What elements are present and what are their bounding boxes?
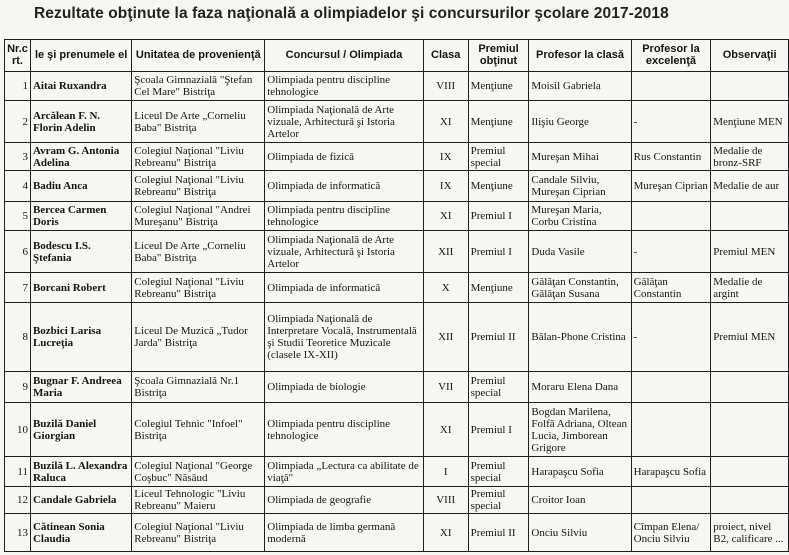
document-title: Rezultate obţinute la faza naţională a olimpiadelor şi concursurilor şcolare 2017-2018 xyxy=(34,5,669,22)
teacher: Moisil Gabriela xyxy=(529,72,631,101)
school: Colegiul Tehnic "Infoel" Bistriţa xyxy=(132,403,265,457)
table-row xyxy=(5,457,789,487)
row-nr: 1 xyxy=(5,72,31,101)
class: VIII xyxy=(423,487,468,514)
notes: Premiul MEN xyxy=(711,231,789,273)
prize: Menţiune xyxy=(468,273,529,303)
notes xyxy=(711,72,789,101)
prize: Premiul II xyxy=(468,303,529,372)
class: X xyxy=(423,273,468,303)
teacher: Gălăţan Constantin, Gălăţan Susana xyxy=(529,273,631,303)
excellence-teacher xyxy=(631,372,711,403)
excellence-teacher: Mureşan Ciprian xyxy=(631,171,711,202)
teacher: Croitor Ioan xyxy=(529,487,631,514)
student-name: Cătinean Sonia Claudia xyxy=(30,514,131,552)
class: XII xyxy=(423,231,468,273)
student-name: Aitai Ruxandra xyxy=(30,72,131,101)
contest: Olimpiada de biologie xyxy=(265,372,424,403)
school: Şcoala Gimnazială "Ştefan Cel Mare" Bistriţa xyxy=(132,72,265,101)
row-nr: 9 xyxy=(5,372,31,403)
row-nr: 6 xyxy=(5,231,31,273)
contest: Olimpiada de limba germană modernă xyxy=(265,514,424,552)
col-header-name: le şi prenumele el xyxy=(30,40,131,72)
school: Colegiul Naţional "Liviu Rebreanu" Bistriţa xyxy=(132,514,265,552)
row-nr: 5 xyxy=(5,202,31,231)
teacher: Mureşan Maria, Corbu Cristina xyxy=(529,202,631,231)
teacher: Ilişiu George xyxy=(529,101,631,143)
excellence-teacher xyxy=(631,72,711,101)
student-name: Bugnar F. Andreea Maria xyxy=(30,372,131,403)
notes xyxy=(711,202,789,231)
prize: Premiul II xyxy=(468,514,529,552)
teacher: Mureşan Mihai xyxy=(529,143,631,171)
class: I xyxy=(423,457,468,487)
prize: Premiul special xyxy=(468,372,529,403)
student-name: Candale Gabriela xyxy=(30,487,131,514)
contest: Olimpiada de informatică xyxy=(265,273,424,303)
teacher: Onciu Silviu xyxy=(529,514,631,552)
row-nr: 11 xyxy=(5,457,31,487)
notes: Medalie de aur xyxy=(711,171,789,202)
school: Colegiul Naţional "Liviu Rebreanu" Bistriţa xyxy=(132,273,265,303)
contest: Olimpiada pentru discipline tehnologice xyxy=(265,202,424,231)
table-row xyxy=(5,487,789,514)
col-header-prize: Premiul obţinut xyxy=(468,40,529,72)
school: Colegiul Naţional "Liviu Rebreanu" Bistriţa xyxy=(132,171,265,202)
notes: proiect, nivel B2, calificare ... xyxy=(711,514,789,552)
prize: Premiul special xyxy=(468,457,529,487)
notes: Medalie de argint xyxy=(711,273,789,303)
row-nr: 13 xyxy=(5,514,31,552)
prize: Menţiune xyxy=(468,171,529,202)
school: Liceul De Arte „Corneliu Baba" Bistriţa xyxy=(132,101,265,143)
school: Colegiul Naţional "Andrei Mureşanu" Bistriţa xyxy=(132,202,265,231)
table-row xyxy=(5,403,789,457)
class: VIII xyxy=(423,72,468,101)
table-row xyxy=(5,202,789,231)
excellence-teacher: Gălăţan Constantin xyxy=(631,273,711,303)
student-name: Avram G. Antonia Adelina xyxy=(30,143,131,171)
school: Liceul De Muzică „Tudor Jarda" Bistriţa xyxy=(132,303,265,372)
col-header-school: Unitatea de provenienţă xyxy=(132,40,265,72)
prize: Menţiune xyxy=(468,72,529,101)
student-name: Borcani Robert xyxy=(30,273,131,303)
contest: Olimpiada de geografie xyxy=(265,487,424,514)
excellence-teacher: - xyxy=(631,231,711,273)
class: XII xyxy=(423,303,468,372)
contest: Olimpiada de fizică xyxy=(265,143,424,171)
contest: Olimpiada pentru discipline tehnologice xyxy=(265,403,424,457)
excellence-teacher xyxy=(631,403,711,457)
teacher: Moraru Elena Dana xyxy=(529,372,631,403)
row-nr: 12 xyxy=(5,487,31,514)
row-nr: 3 xyxy=(5,143,31,171)
student-name: Badiu Anca xyxy=(30,171,131,202)
excellence-teacher: - xyxy=(631,101,711,143)
school: Şcoala Gimnazială Nr.1 Bistriţa xyxy=(132,372,265,403)
teacher: Candale Silviu, Mureşan Ciprian xyxy=(529,171,631,202)
class: XI xyxy=(423,202,468,231)
class: XI xyxy=(423,514,468,552)
excellence-teacher: Cîmpan Elena/ Onciu Silviu xyxy=(631,514,711,552)
row-nr: 2 xyxy=(5,101,31,143)
col-header-teacher: Profesor la clasă xyxy=(529,40,631,72)
prize: Premiul I xyxy=(468,202,529,231)
prize: Menţiune xyxy=(468,101,529,143)
table-row xyxy=(5,101,789,143)
table-row xyxy=(5,303,789,372)
contest: Olimpiada Naţională de Arte vizuale, Arhitectură şi Istoria Artelor xyxy=(265,101,424,143)
prize: Premiul I xyxy=(468,231,529,273)
notes xyxy=(711,372,789,403)
school: Colegiul Naţional "George Coşbuc" Năsăud xyxy=(132,457,265,487)
table-row xyxy=(5,372,789,403)
excellence-teacher: Rus Constantin xyxy=(631,143,711,171)
class: XI xyxy=(423,101,468,143)
contest: Olimpiada de informatică xyxy=(265,171,424,202)
row-nr: 10 xyxy=(5,403,31,457)
col-header-excellence: Profesor la excelenţă xyxy=(631,40,711,72)
prize: Premiul I xyxy=(468,403,529,457)
col-header-nr: Nr.c rt. xyxy=(5,40,31,72)
class: VII xyxy=(423,372,468,403)
teacher: Harapaşcu Sofia xyxy=(529,457,631,487)
table-row xyxy=(5,72,789,101)
contest: Olimpiada Naţională de Arte vizuale, Arhitectură şi Istoria Artelor xyxy=(265,231,424,273)
school: Liceul Tehnologic "Liviu Rebreanu" Maieru xyxy=(132,487,265,514)
table-row xyxy=(5,273,789,303)
col-header-contest: Concursul / Olimpiada xyxy=(265,40,424,72)
teacher: Bogdan Marilena, Folfă Adriana, Oltean Lucia, Jimborean Grigore xyxy=(529,403,631,457)
teacher: Bălan-Phone Cristina xyxy=(529,303,631,372)
table-row xyxy=(5,231,789,273)
school: Liceul De Arte „Corneliu Baba" Bistriţa xyxy=(132,231,265,273)
notes xyxy=(711,487,789,514)
prize: Premiul special xyxy=(468,143,529,171)
col-header-notes: Observaţii xyxy=(711,40,789,72)
excellence-teacher: Harapaşcu Sofia xyxy=(631,457,711,487)
student-name: Arcălean F. N. Florin Adelin xyxy=(30,101,131,143)
excellence-teacher: - xyxy=(631,303,711,372)
table-row xyxy=(5,514,789,552)
contest: Olimpiada Naţională de Interpretare Vocală, Instrumentală şi Studii Teoretice Muzicale (clasele IX-XII) xyxy=(265,303,424,372)
notes xyxy=(711,457,789,487)
notes xyxy=(711,403,789,457)
row-nr: 8 xyxy=(5,303,31,372)
student-name: Bodescu I.S. Ştefania xyxy=(30,231,131,273)
contest: Olimpiada pentru discipline tehnologice xyxy=(265,72,424,101)
results-table xyxy=(4,39,789,552)
table-row xyxy=(5,171,789,202)
student-name: Bercea Carmen Doris xyxy=(30,202,131,231)
class: IX xyxy=(423,143,468,171)
notes: Medalie de bronz-SRF xyxy=(711,143,789,171)
notes: Premiul MEN xyxy=(711,303,789,372)
notes: Menţiune MEN xyxy=(711,101,789,143)
table-row xyxy=(5,143,789,171)
teacher: Duda Vasile xyxy=(529,231,631,273)
row-nr: 4 xyxy=(5,171,31,202)
student-name: Buzilă L. Alexandra Raluca xyxy=(30,457,131,487)
contest: Olimpiada „Lectura ca abilitate de viaţă" xyxy=(265,457,424,487)
class: XI xyxy=(423,403,468,457)
col-header-class: Clasa xyxy=(423,40,468,72)
student-name: Buzilă Daniel Giorgian xyxy=(30,403,131,457)
row-nr: 7 xyxy=(5,273,31,303)
header-row xyxy=(5,40,789,72)
excellence-teacher xyxy=(631,202,711,231)
school: Colegiul Naţional "Liviu Rebreanu" Bistriţa xyxy=(132,143,265,171)
prize: Premiul special xyxy=(468,487,529,514)
class: IX xyxy=(423,171,468,202)
student-name: Bozbici Larisa Lucreţia xyxy=(30,303,131,372)
excellence-teacher xyxy=(631,487,711,514)
